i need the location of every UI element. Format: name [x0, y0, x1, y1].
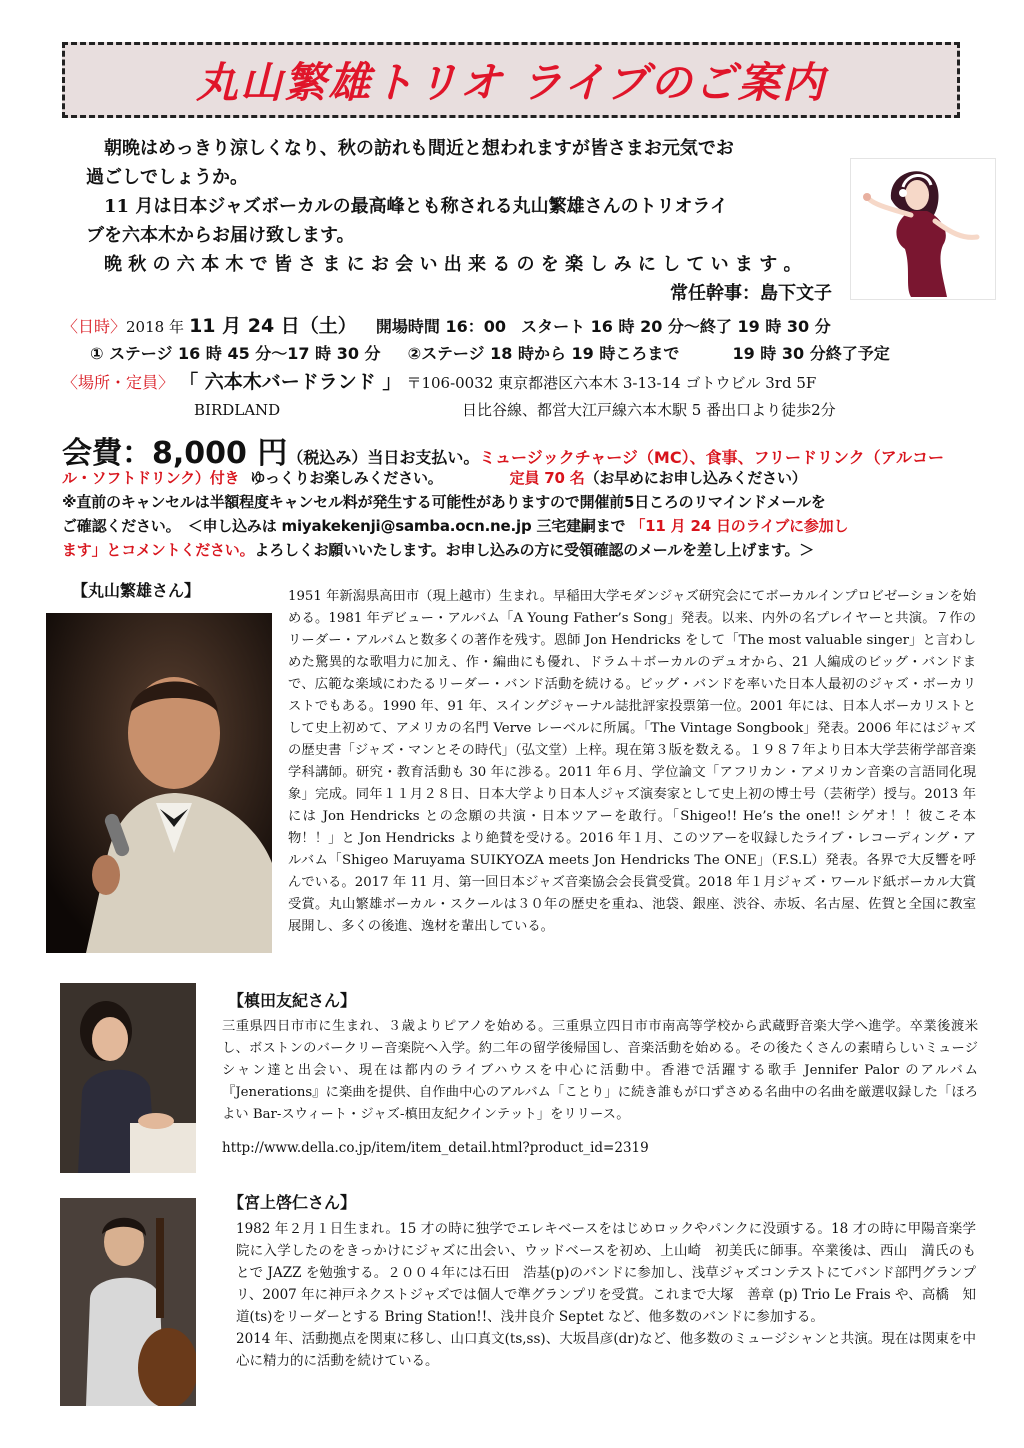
miyakami-bio-2: 2014 年、活動拠点を関東に移し、山口真文(ts,ss)、大坂昌彦(dr)など、他多数のミュージシャンと共演。現在は関東を中心に精力的に活動を続けている。 [236, 1331, 976, 1369]
cancel-note: ※直前のキャンセルは半額程度キャンセル料が発生する可能性がありますので開催前5日ころのリマインドメールを [62, 493, 826, 511]
page-title: 丸山繁雄トリオ ライブのご案内 [196, 58, 826, 107]
apply-line-2 [62, 538, 972, 562]
capacity: 定員 70 名 [509, 469, 585, 487]
capacity-note: （お早めにお申し込みください） [584, 469, 807, 487]
makida-heading: 【槙田友紀さん】 [228, 991, 357, 1010]
place-line [62, 368, 972, 397]
apply-text: ご確認ください。 ＜申し込みは miyakekenji@samba.ocn.ne.jp 三宅建嗣まで [62, 517, 626, 535]
maruyama-heading: 【丸山繁雄さん】 [72, 581, 201, 600]
intro-line: ブを六本木からお届け致します。 [86, 225, 355, 246]
intro-line: 11 月は日本ジャズボーカルの最高峰とも称される丸山繁雄さんのトリオライ [86, 196, 728, 217]
fee-payment: 当日お支払い。 [367, 448, 480, 467]
year: 2018 年 [126, 318, 184, 336]
intro-line: 朝晩はめっきり涼しくなり、秋の訪れも間近と想われますが皆さまお元気でお [86, 138, 734, 159]
fee-line-2 [62, 466, 972, 490]
makida-photo-icon [60, 983, 196, 1173]
venue-english: BIRDLAND [194, 401, 281, 419]
venue-name: 「 六本木バードランド 」 [179, 371, 402, 393]
stage-1: ① ステージ 16 時 45 分〜17 時 30 分 [90, 344, 381, 363]
venue-address: 〒106-0032 東京都港区六本木 3-13-14 ゴトウビル 3rd 5F [406, 374, 817, 392]
intro-line: 晩 秋 の 六 本 木 で 皆 さ ま に お 会 い 出 来 る の を 楽 し み に し て い ま す 。 [86, 254, 802, 275]
intro-line: 過ごしでしょうか。 [86, 167, 248, 188]
miyakami-photo-icon [60, 1198, 196, 1406]
date-line [62, 312, 972, 341]
place-label: 〈場所・定員〉 [62, 373, 175, 392]
miyakami-bio-1: 1982 年２月１日生まれ。15 才の時に独学でエレキベースをはじめロックやパンクに没頭する。18 才の時に甲陽音楽学院に入学したのをきっかけにジャズに出会い、ウッドベースを初め、上山崎 初美氏に師事。卒業後は、西山 満氏のもとで JAZZ を勉強する。２００４年には石田 浩基(p)のバンドに参加し、浅草ジャズコンテストにてバンド部門グランプリ、2007 年に神戸ネクストジャズでは個人で準グランプリを受賞。これまで大塚 善章 (p) Trio Le Frais や、高橋 知道(ts)をリーダーとする Bring Station!!、浅井良介 Septet など、他多数のバンドに参加する。 [236, 1221, 976, 1325]
fee-includes: ミュージックチャージ（MC）、食事、フリードリンク（アルコー [479, 448, 944, 467]
apply-line [62, 514, 972, 538]
fee-enjoy: ゆっくりお楽しみください。 [250, 469, 443, 487]
miyakami-heading: 【宮上啓仁さん】 [228, 1193, 357, 1212]
maruyama-photo-icon [46, 613, 272, 953]
stage-2: ②ステージ 18 時から 19 時ころまで [407, 344, 680, 363]
open-time: 開場時間 16：00 [375, 317, 506, 336]
venue-sub-line [62, 396, 972, 424]
date-label: 〈日時〉 [62, 317, 127, 336]
title-banner [62, 42, 960, 118]
fee-includes-2: ル・ソフトドリンク）付き [62, 469, 240, 487]
maruyama-bio: 1951 年新潟県高田市（現上越市）生まれ。早稲田大学モダンジャズ研究会にてボーカルインプロビゼーションを始める。1981 年デビュー・アルバム「A Young Father’s Song」発表。以来、内外の名プレイヤーと共演。７作のリーダー・アルバムと数多くの著作を残す。恩師 Jon Hendricks をして「The most valuable singer」と言わしめた驚異的な歌唱力に加え、作・編曲にも優れ、ドラム＋ボーカルのデュオから、21 人編成のビッグ・バンドまで、広範な楽域にわたるリーダー・バンド活動を続ける。ビッグ・バンドを率いた日本人最初のジャズ・ボーカリストでもある。1990 年、91 年、スイングジャーナル誌批評家投票第一位。2001 年には、日本人ボーカリストとして史上初めて、アメリカの名門 Verve レーベルに所属。「The Vintage Songbook」発表。2006 年にはジャズの歴史書「ジャズ・マンとその時代」（弘文堂）上梓。現在第３版を数える。１９８７年より日本大学芸術学部音楽学科講師。研究・教育活動も 30 年に渉る。2011 年６月、学位論文「アフリカン・アメリカン音楽の言語同化現象」完成。同年１１月２８日、日本大学より日本人ジャズ演奏家として史上初の博士号（芸術学）授与。2013 年には Jon Hendricks との念願の共演・日本ツアーを敢行。「Shigeo!! He’s the one!! シゲオ！！彼こそ本物！！」と Jon Hendricks より絶賛を受ける。2016 年１月、このツアーを収録したライブ・レコーディング・アルバム「Shigeo Maruyama SUIKYOZA meets Jon Hendricks The ONE」（F.S.L）発表。各界で大反響を呼んでいる。2017 年 11 月、第一回日本ジャズ音楽協会会長賞受賞。2018 年１月ジャズ・ワールド紙ボーカル大賞受賞。丸山繁雄ボーカル・スクールは３０年の歴史を重ね、池袋、銀座、渋谷、赤坂、名古屋、佐賀と全国に教室展開し、多くの後進、逸材を輩出している。 [288, 589, 976, 934]
end-plan: 19 時 30 分終了予定 [732, 344, 890, 363]
stage-line [90, 340, 1000, 368]
apply-comment-2: ます」とコメントください。 [62, 541, 255, 559]
fee-tax: （税込み） [287, 448, 368, 467]
fee-label: 会費：8,000 円 [62, 436, 288, 471]
apply-closing: よろしくお願いいたします。お申し込みの方に受領確認のメールを差し上げます。＞ [254, 541, 815, 559]
intro-text [86, 134, 832, 308]
makida-bio: 三重県四日市市に生まれ、３歳よりピアノを始める。三重県立四日市市南高等学校から武蔵野音楽大学へ進学。卒業後渡米し、ボストンのバークリー音楽院へ入学。約二年の留学後帰国し、音楽活動を始める。その後たくさんの素晴らしいミュージシャン達と出会い、現在は都内のライブハウスを中心に活動中。香港で活躍する歌手 Jennifer Palor のアルバム『Jenerations』に楽曲を提供、自作曲中心のアルバム「ことり」に続き誰もが口ずさめる名曲中の名曲を厳選収録した「ほろよい Bar-スウィート・ジャズ-槙田友紀クインテット」をリリース。 [222, 1019, 978, 1122]
venue-access: 日比谷線、都営大江戸線六本木駅 5 番出口より徒歩2分 [462, 401, 836, 419]
event-date: 11 月 24 日（土） [189, 315, 357, 337]
start-end-time: スタート 16 時 20 分〜終了 19 時 30 分 [521, 317, 831, 336]
miyakami-bio [236, 1218, 976, 1372]
signature: 常任幹事：島下文子 [670, 283, 832, 304]
makida-url[interactable]: http://www.della.co.jp/item/item_detail.html?product_id=2319 [222, 1140, 649, 1156]
apply-comment: 「11 月 24 日のライブに参加し [630, 517, 849, 535]
singer-illustration-icon [850, 158, 996, 300]
